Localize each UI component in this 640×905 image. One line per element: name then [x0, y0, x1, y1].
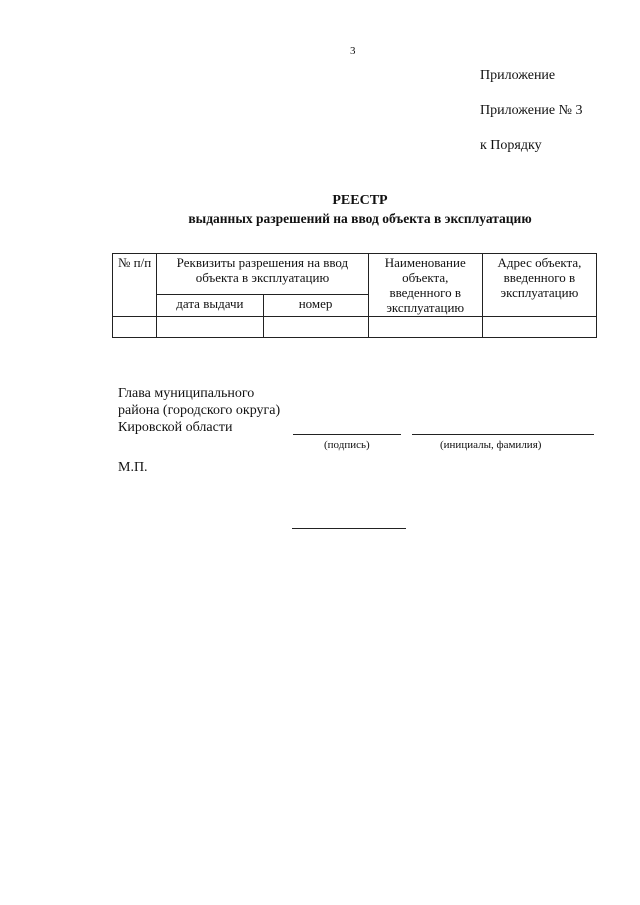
name-line — [412, 434, 594, 435]
signatory-title-line1: Глава муниципального — [118, 386, 255, 401]
signature-caption: (подпись) — [324, 439, 370, 451]
table-header-row — [113, 254, 597, 295]
appendix-label: Приложение — [480, 68, 556, 83]
appendix-number: Приложение № 3 — [480, 103, 583, 118]
signature-line — [293, 434, 401, 435]
table-cell — [157, 317, 263, 338]
table-cell — [368, 317, 482, 338]
signatory-title-line2: района (городского округа) — [118, 403, 281, 418]
header-permit-number: номер — [263, 294, 368, 316]
header-number: № п/п — [113, 254, 157, 317]
document-title: РЕЕСТР — [332, 193, 388, 208]
appendix-reference: к Порядку — [480, 138, 542, 153]
table-cell — [263, 317, 368, 338]
header-object-name: Наименование объекта, введенного в эксплуатацию — [368, 254, 482, 317]
registry-table — [112, 253, 597, 338]
header-issue-date: дата выдачи — [157, 294, 263, 316]
header-permit-details: Реквизиты разрешения на ввод объекта в эксплуатацию — [157, 254, 368, 295]
signatory-title-line3: Кировской области — [118, 420, 233, 435]
table-cell — [113, 317, 157, 338]
closing-divider — [292, 528, 406, 529]
page-number: 3 — [350, 45, 356, 57]
table-cell — [482, 317, 596, 338]
document-subtitle: выданных разрешений на ввод объекта в эксплуатацию — [188, 211, 532, 226]
table-row — [113, 317, 597, 338]
stamp-label: М.П. — [118, 460, 148, 475]
header-object-address: Адрес объекта, введенного в эксплуатацию — [482, 254, 596, 317]
name-caption: (инициалы, фамилия) — [440, 439, 542, 451]
